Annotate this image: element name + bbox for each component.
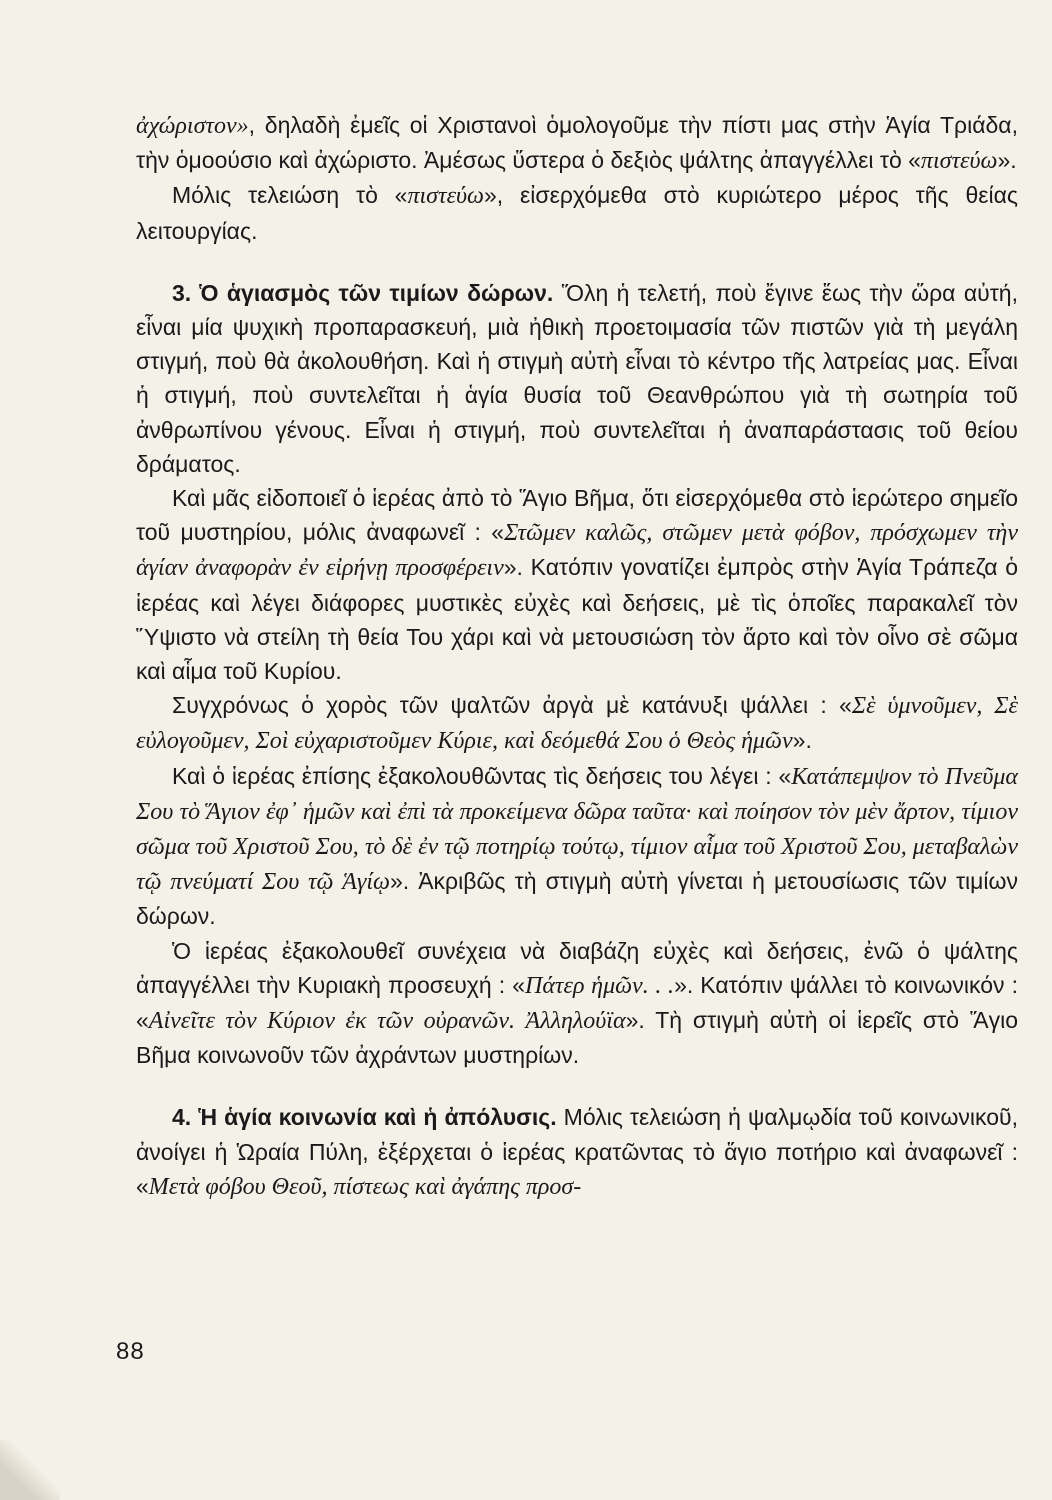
text-run: Μόλις τελειώση τὸ « (172, 182, 408, 209)
paragraph (136, 759, 1018, 934)
quoted-liturgical-text: πιστεύω (920, 148, 998, 175)
paragraph (136, 688, 1018, 758)
paragraph (136, 108, 1018, 178)
text-run: Ὁ ἱερέας ἐξακολουθεῖ συνέχεια νὰ διαβάζη εὐχὲς καὶ δεήσεις, ἐνῶ ὁ ψάλτης ἀπαγγέλλει τὴν Κυριακὴ προσευχή : « (136, 937, 1018, 998)
text-run: ». (792, 727, 812, 754)
quoted-liturgical-text: Σὲ ὑμνοῦμεν, Σὲ εὐλογοῦμεν, Σοὶ εὐχαριστοῦμεν Κύριε, καὶ δεόμεθά Σου ὁ Θεὸς ἡμῶν (136, 693, 1019, 755)
page-corner-shadow (0, 1440, 60, 1500)
text-run: Ὅλη ἡ τελετή, ποὺ ἔγινε ἕως τὴν ὥρα αὐτή, εἶναι μία ψυχικὴ προπαρασκευή, μιὰ ἠθικὴ προετοιμασία τῶν πιστῶν γιὰ τὴ μεγάλη στιγμή, ποὺ θὰ ἀκολουθήση. Καὶ ἡ στιγμὴ αὐτὴ εἶναι τὸ κέντρο τῆς λατρείας μας. Εἶναι ἡ στιγμή, ποὺ συντελεῖται ἡ ἁγία θυσία τοῦ Θεανθρώπου γιὰ τὴ σωτηρία τοῦ ἀνθρωπίνου γένους. Εἶναι ἡ στιγμή, ποὺ συντελεῖται ἡ ἀναπαράστασις τοῦ θείου δράματος. (136, 279, 1018, 477)
text-run: ». Ἀκριβῶς τὴ στιγμὴ αὐτὴ γίνεται ἡ μετουσίωσις τῶν τιμίων δώρων. (136, 868, 1018, 930)
quoted-liturgical-text: Στῶμεν καλῶς, στῶμεν μετὰ φόβον, πρόσχωμεν τὴν ἁγίαν ἀναφορὰν ἐν εἰρήνῃ προσφέρειν (136, 520, 1018, 582)
quoted-liturgical-text: πιστεύω (407, 183, 485, 210)
paragraph (136, 934, 1018, 1073)
paragraph (136, 1100, 1018, 1204)
text-run: Μόλις τελειώση ἡ ψαλμῳδία τοῦ κοινωνικοῦ, ἀνοίγει ἡ Ὡραία Πύλη, ἐξέρχεται ὁ ἱερέας κρατῶντας τὸ ἅγιο ποτήριο καὶ ἀναφωνεῖ : « (136, 1104, 1018, 1199)
text-run: ». Κατόπιν γονατίζει ἐμπρὸς στὴν Ἁγία Τράπεζα ὁ ἱερέας καὶ λέγει διάφορες μυστικὲς εὐχὲς καὶ δεήσεις, μὲ τὶς ὁποῖες παρακαλεῖ τὸν Ὕψιστο νὰ στείλη τὴ θεία Του χάρι καὶ νὰ μετουσιώση τὸν ἄρτο καὶ τὸν οἶνο σὲ σῶμα καὶ αἷμα τοῦ Κυρίου. (136, 554, 1018, 685)
quoted-liturgical-text: Κατάπεμψον τὸ Πνεῦμα Σου τὸ Ἅγιον ἐφ᾽ ἡμῶν καὶ ἐπὶ τὰ προκείμενα δῶρα ταῦτα· καὶ ποίησον τὸν μὲν ἄρτον, τίμιον σῶμα τοῦ Χριστοῦ Σου, τὸ δὲ ἐν τῷ ποτηρίῳ τούτῳ, τίμιον αἷμα τοῦ Χριστοῦ Σου, μεταβαλὼν τῷ πνεύματί Σου τῷ Ἁγίῳ (136, 763, 1018, 896)
page-number: 88 (116, 1338, 145, 1365)
text-run: ». Κατόπιν ψάλλει τὸ κοινωνικόν : « (136, 971, 1018, 1034)
text-run: , δηλαδὴ ἐμεῖς οἱ Χριστανοὶ ὁμολογοῦμε τὴν πίστι μας στὴν Ἁγία Τριάδα, τὴν ὁμοούσιο καὶ ἀχώριστο. Ἀμέσως ὕστερα ὁ δεξιὸς ψάλτης ἀπαγγέλλει τὸ « (136, 112, 1018, 174)
quoted-liturgical-text: Μετὰ φόβου Θεοῦ, πίστεως καὶ ἀγάπης προσ- (148, 1173, 582, 1200)
body-text (136, 108, 1018, 1204)
text-run: Καὶ μᾶς εἰδοποιεῖ ὁ ἱερέας ἀπὸ τὸ Ἅγιο Βῆμα, ὅτι εἰσερχόμεθα στὸ ἱερώτερο σημεῖο τοῦ μυστηρίου, μόλις ἀναφωνεῖ : « (136, 485, 1018, 546)
text-run: », εἰσερχόμεθα στὸ κυριώτερο μέρος τῆς θείας λειτουργίας. (136, 182, 1018, 244)
section-gap (136, 248, 1018, 276)
paragraph (136, 276, 1018, 481)
text-run: Καὶ ὁ ἱερέας ἐπίσης ἐξακολουθῶντας τὶς δεήσεις του λέγει : « (172, 762, 792, 789)
section-heading: 3. Ὁ ἁγιασμὸς τῶν τιμίων δώρων. (172, 279, 554, 306)
section-heading: 4. Ἡ ἁγία κοινωνία καὶ ἡ ἀπόλυσις. (172, 1104, 557, 1131)
quoted-liturgical-text: ἀχώριστον» (136, 113, 249, 139)
paragraph (136, 481, 1018, 688)
text-run: Συγχρόνως ὁ χορὸς τῶν ψαλτῶν ἀργὰ μὲ κατάνυξι ψάλλει : « (172, 692, 852, 719)
quoted-liturgical-text: Πάτερ ἡμῶν. . . (524, 972, 675, 999)
text-run: ». (997, 147, 1017, 174)
text-run: ». Τὴ στιγμὴ αὐτὴ οἱ ἱερεῖς στὸ Ἅγιο Βῆμα κοινωνοῦν τῶν ἀχράντων μυστηρίων. (136, 1007, 1018, 1069)
quoted-liturgical-text: Αἰνεῖτε τὸν Κύριον ἐκ τῶν οὐρανῶν. Ἀλληλούϊα (148, 1008, 626, 1035)
paragraph (136, 178, 1018, 247)
section-gap (136, 1072, 1018, 1100)
